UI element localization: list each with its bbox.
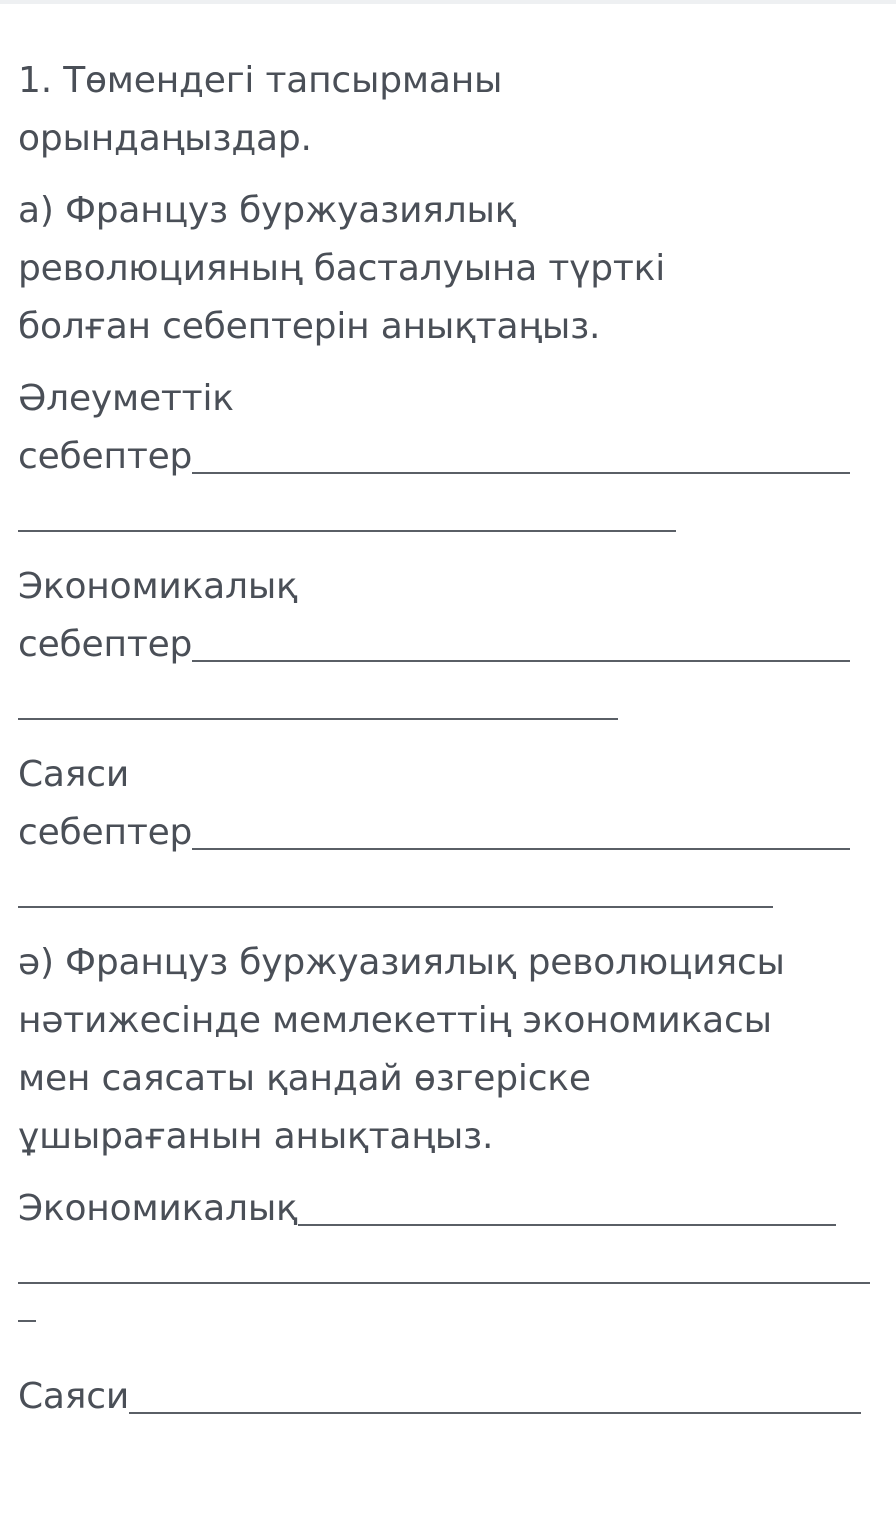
- political-reasons-block: [18, 746, 878, 920]
- economic-answer-blank-2[interactable]: [18, 674, 618, 720]
- task-title-line-2: орындаңыздар.: [18, 118, 312, 159]
- task-heading: [18, 52, 878, 168]
- economic-change-label: Экономикалық: [18, 1188, 298, 1229]
- political-label: себептер: [18, 812, 193, 853]
- part-b-line-3: мен саясаты қандай өзгеріске: [18, 1058, 591, 1099]
- economic-answer-line-2: [18, 674, 878, 732]
- economic-change-blank-3[interactable]: [18, 1296, 36, 1322]
- part-a-line-1: а) Француз буржуазиялық: [18, 190, 517, 231]
- social-answer-line-2: [18, 486, 878, 544]
- part-a-line-3: болған себептерін анықтаңыз.: [18, 306, 601, 347]
- economic-change-blank-1[interactable]: [298, 1180, 836, 1226]
- economic-change-block: [18, 1180, 878, 1354]
- political-label-line-2: [18, 804, 878, 862]
- political-change-blank-1[interactable]: [129, 1368, 861, 1414]
- economic-label-line-2: [18, 616, 878, 674]
- political-change-line-1: [18, 1368, 878, 1426]
- social-answer-blank-1[interactable]: [192, 428, 850, 474]
- part-b-line-4: ұшырағанын анықтаңыз.: [18, 1116, 494, 1157]
- social-label: себептер: [18, 436, 193, 477]
- economic-reasons-block: [18, 558, 878, 732]
- task-title-line-1: 1. Төмендегі тапсырманы: [18, 60, 503, 101]
- worksheet-content: [18, 52, 878, 1426]
- top-divider: [0, 0, 896, 4]
- political-answer-blank-1[interactable]: [192, 804, 850, 850]
- part-b-question: [18, 934, 878, 1166]
- political-answer-blank-2[interactable]: [18, 862, 773, 908]
- economic-answer-blank-1[interactable]: [192, 616, 850, 662]
- social-answer-blank-2[interactable]: [18, 486, 676, 532]
- part-a-question: [18, 182, 878, 356]
- economic-change-line-2: [18, 1238, 878, 1296]
- part-b-line-2: нәтижесінде мемлекеттің экономикасы: [18, 1000, 772, 1041]
- part-a-line-2: революцияның басталуына түрткі: [18, 248, 666, 289]
- political-answer-line-2: [18, 862, 878, 920]
- economic-label-line-1: Экономикалық: [18, 566, 298, 607]
- economic-label: себептер: [18, 624, 193, 665]
- social-label-line-2: [18, 428, 878, 486]
- social-label-line-1: Әлеуметтік: [18, 378, 234, 419]
- part-b-line-1: ә) Француз буржуазиялық революциясы: [18, 942, 785, 983]
- economic-change-line-1: [18, 1180, 878, 1238]
- political-label-line-1: Саяси: [18, 754, 130, 795]
- economic-change-blank-2[interactable]: [18, 1238, 870, 1284]
- social-reasons-block: [18, 370, 878, 544]
- political-change-label: Саяси: [18, 1376, 130, 1417]
- economic-change-line-3: [18, 1296, 878, 1354]
